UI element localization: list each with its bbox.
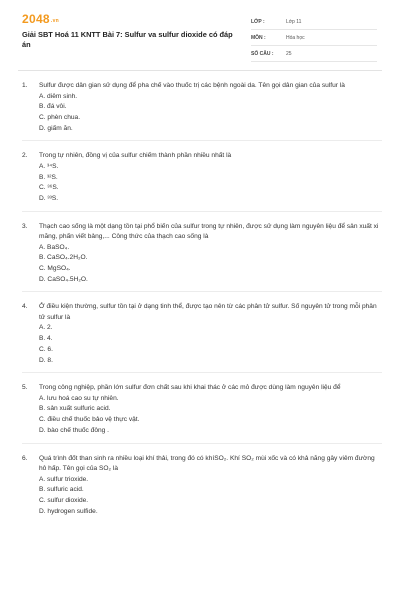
option-b[interactable]: B. 4. [39,335,53,343]
meta-key: LỚP : [251,18,265,25]
question-text: Thạch cao sống là một dạng tồn tại phổ biến của sulfur trong tự nhiên, được sử dụng làm nguyên liệu để sản xuất xi măng, phấn viết bảng,... Công thức của thạch cao sống là [39,222,379,241]
option-list [22,323,382,366]
meta-row-count [251,46,377,62]
option-list [22,475,382,518]
meta-value: Hóa học [286,34,305,41]
option-a[interactable]: A. diêm sinh. [39,92,78,100]
meta-value: Lớp 11 [286,18,302,25]
option-list [22,92,382,135]
option-list [22,243,382,286]
option-c[interactable]: C. điều chế thuốc bảo vệ thực vật. [39,416,140,424]
question-divider [22,443,382,444]
question-2 [22,151,382,211]
question-number: 1. [22,82,28,89]
header-divider [18,70,382,71]
meta-row-subject [251,30,377,46]
question-divider [22,372,382,373]
question-number: 5. [22,384,28,392]
question-number: 4. [22,303,28,311]
option-a[interactable]: A. 2. [39,324,53,332]
question-text: Quá trình đốt than sinh ra nhiều loại khí thải, trong đó có khíSO₂. Khí SO₂ mùi xốc và có khả năng gây viêm đường hô hấp. Tên gọi của SO₂ là [39,454,375,473]
option-b[interactable]: B. đá vôi. [39,103,67,111]
option-c[interactable]: C. 6. [39,345,53,353]
question-1 [22,81,382,141]
option-d[interactable]: D. 8. [39,356,53,364]
option-list [22,162,382,205]
question-6 [22,454,382,518]
option-c[interactable]: C. phèn chua. [39,113,81,121]
site-logo[interactable] [22,12,59,26]
question-text: Sulfur được dân gian sử dụng để pha chế vào thuốc trị các bệnh ngoài da. Tên gọi dân gian của sulfur là [39,82,345,89]
option-a[interactable]: A. lưu hoá cao su tự nhiên. [39,394,119,402]
option-list [22,394,382,437]
logo-domain: .vn [50,18,60,24]
question-list [22,81,382,527]
question-text: Trong công nghiệp, phần lớn sulfur đơn chất sau khi khai thác ở các mỏ được dùng làm nguyên liệu để [39,384,341,392]
option-b[interactable]: B. sulfuric acid. [39,486,84,494]
page-title: Giải SBT Hoá 11 KNTT Bài 7: Sulfur va sulfur dioxide có đáp án [22,30,233,49]
option-b[interactable]: B. sản xuất sulfuric acid. [39,405,111,413]
option-d[interactable]: D. hydrogen sulfide. [39,507,98,515]
question-3 [22,222,382,293]
meta-info [251,14,377,62]
meta-row-class [251,14,377,30]
option-a[interactable]: A. ³⁴S. [39,162,59,170]
question-text: Ở điều kiện thường, sulfur tồn tại ở dạng tinh thể, được tạo nên từ các phân tử sulfur. Số nguyên tử trong mỗi phân tử sulfur là [39,303,377,321]
meta-key: SỐ CÂU : [251,50,274,57]
meta-value: 25 [286,50,292,57]
logo-text: 2048 [22,12,50,26]
question-divider [22,291,382,292]
question-4 [22,302,382,373]
question-number: 3. [22,222,28,230]
meta-key: MÔN : [251,34,266,41]
question-number: 6. [22,454,28,462]
option-b[interactable]: B. ³²S. [39,173,58,181]
option-d[interactable]: D. ³³S. [39,194,59,202]
question-divider [22,211,382,212]
question-number: 2. [22,152,28,160]
option-d[interactable]: D. bào chế thuốc đông . [39,426,110,434]
option-c[interactable]: C. ³⁶S. [39,184,59,192]
option-c[interactable]: C. MgSO₄. [39,265,71,273]
option-d[interactable]: D. giấm ăn. [39,124,73,132]
page-header [0,0,400,64]
option-a[interactable]: A. BaSO₄. [39,243,70,251]
question-5 [22,383,382,443]
option-c[interactable]: C. sulfur dioxide. [39,496,89,504]
question-divider [22,140,382,141]
option-d[interactable]: D. CaSO₄.5H₂O. [39,275,88,283]
option-b[interactable]: B. CaSO₄.2H₂O. [39,254,88,262]
question-text: Trong tự nhiên, đồng vị của sulfur chiếm thành phần nhiều nhất là [39,152,232,160]
option-a[interactable]: A. sulfur trioxide. [39,475,89,483]
